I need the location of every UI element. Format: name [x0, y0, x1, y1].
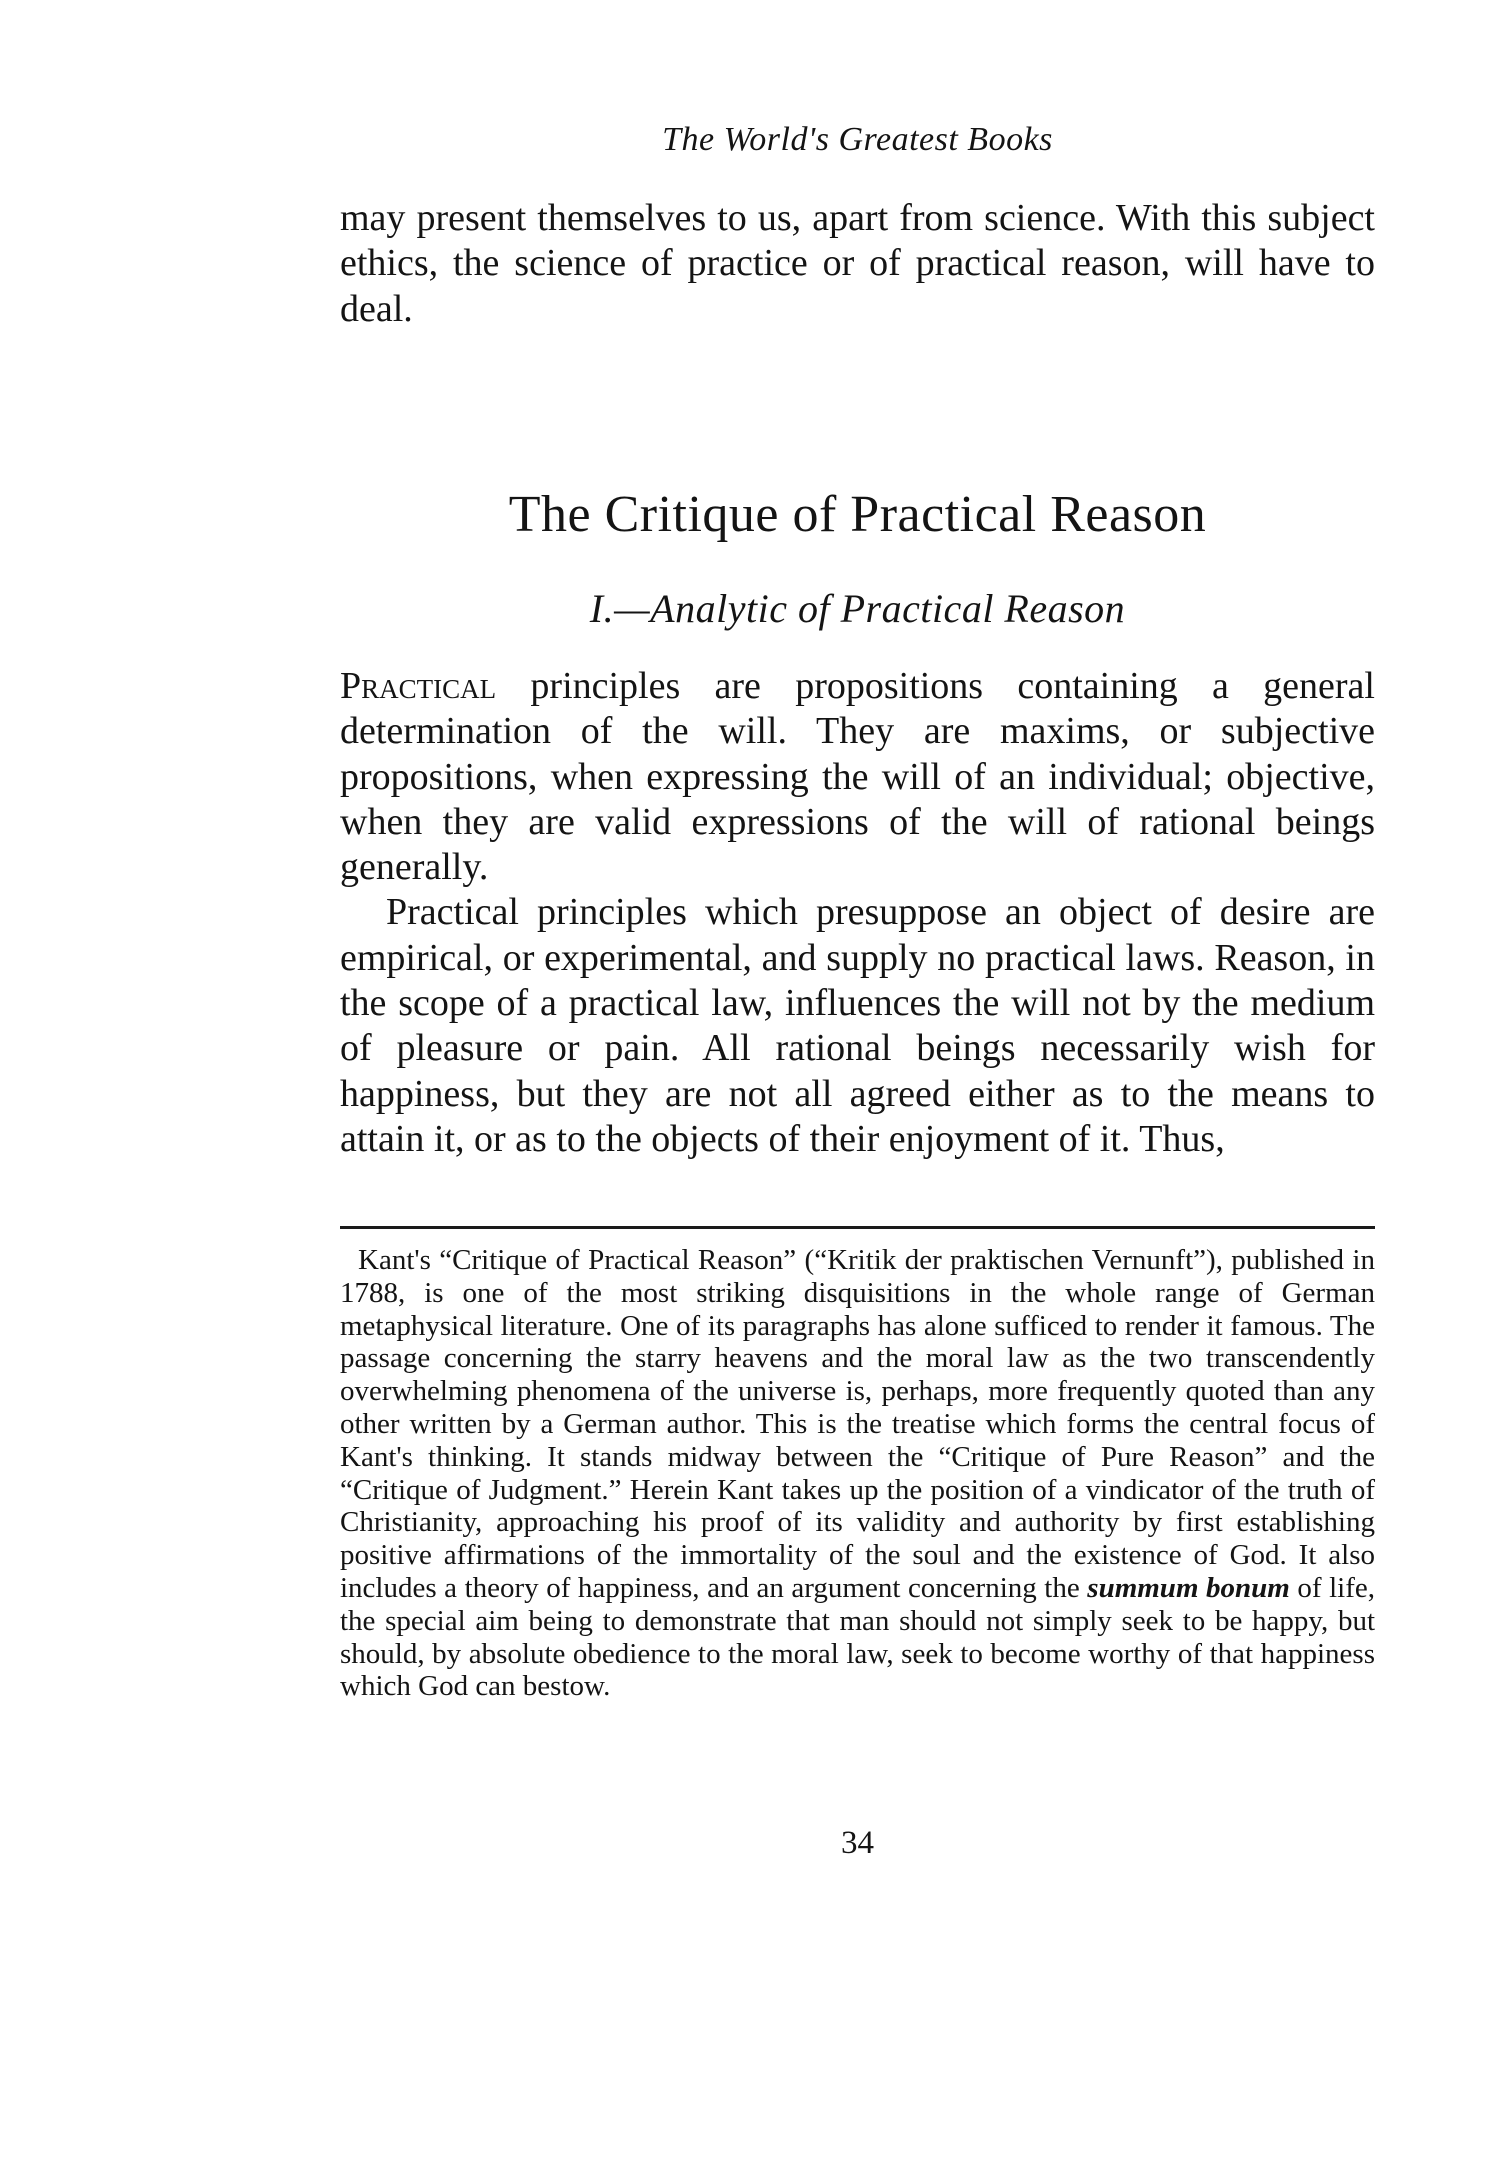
footnote — [340, 1244, 1375, 1703]
body-text — [340, 664, 1375, 1162]
continuation-text: may present themselves to us, apart from science. With this subject ethics, the science of practice or of practical reason, will have to deal. — [340, 197, 1375, 330]
chapter-title: The Critique of Practical Reason — [508, 486, 1207, 543]
footnote-text-2: of life, the special aim being to demonstrate that man should not simply seek to be happy, but should, by absolute obedience to the moral law, seek to become worthy of that happiness which God can bestow. — [340, 1571, 1375, 1703]
page-number: 34 — [841, 1825, 874, 1861]
footnote-emphasis: summum bonum — [1087, 1571, 1290, 1604]
paragraph-1-lead: Practical — [340, 665, 497, 707]
paragraph-1-rest: principles are propositions containing a general determination of the will. They are maxims, or subjective propositions, when expressing the will of an individual; objective, when they are valid expressions of the will of rational beings generally. — [340, 665, 1375, 889]
continuation-paragraph — [340, 196, 1375, 332]
paragraph-2: Practical principles which presuppose an object of desire are empirical, or experimental, and supply no practical laws. Reason, in the scope of a practical law, influences the will not by the medium of pleasure or pain. All rational beings necessarily wish for happiness, but they are not all agreed either as to the means to attain it, or as to the objects of their enjoyment of it. Thus, — [340, 891, 1375, 1160]
section-subtitle: I.—Analytic of Practical Reason — [589, 586, 1126, 631]
footnote-text-1: Kant's “Critique of Practical Reason” (“Kritik der praktischen Vernunft”), published in 1788, is one of the most striking disquisitions in the whole range of German metaphysical literature. One of its paragraphs has alone sufficed to render it famous. The passage concerning the starry heavens and the moral law as the two transcendently overwhelming phenomena of the universe is, perhaps, more frequently quoted than any other written by a German author. This is the treatise which forms the central focus of Kant's thinking. It stands midway between the “Critique of Pure Reason” and the “Critique of Judgment.” Herein Kant takes up the position of a vindicator of the truth of Christianity, approaching his proof of its validity and authority by first establishing positive affirmations of the immortality of the soul and the existence of God. It also includes a theory of happiness, and an argument concerning the — [340, 1244, 1375, 1604]
footnote-divider — [340, 1226, 1375, 1229]
running-head: The World's Greatest Books — [662, 121, 1053, 158]
paragraph-1 — [340, 664, 1375, 890]
